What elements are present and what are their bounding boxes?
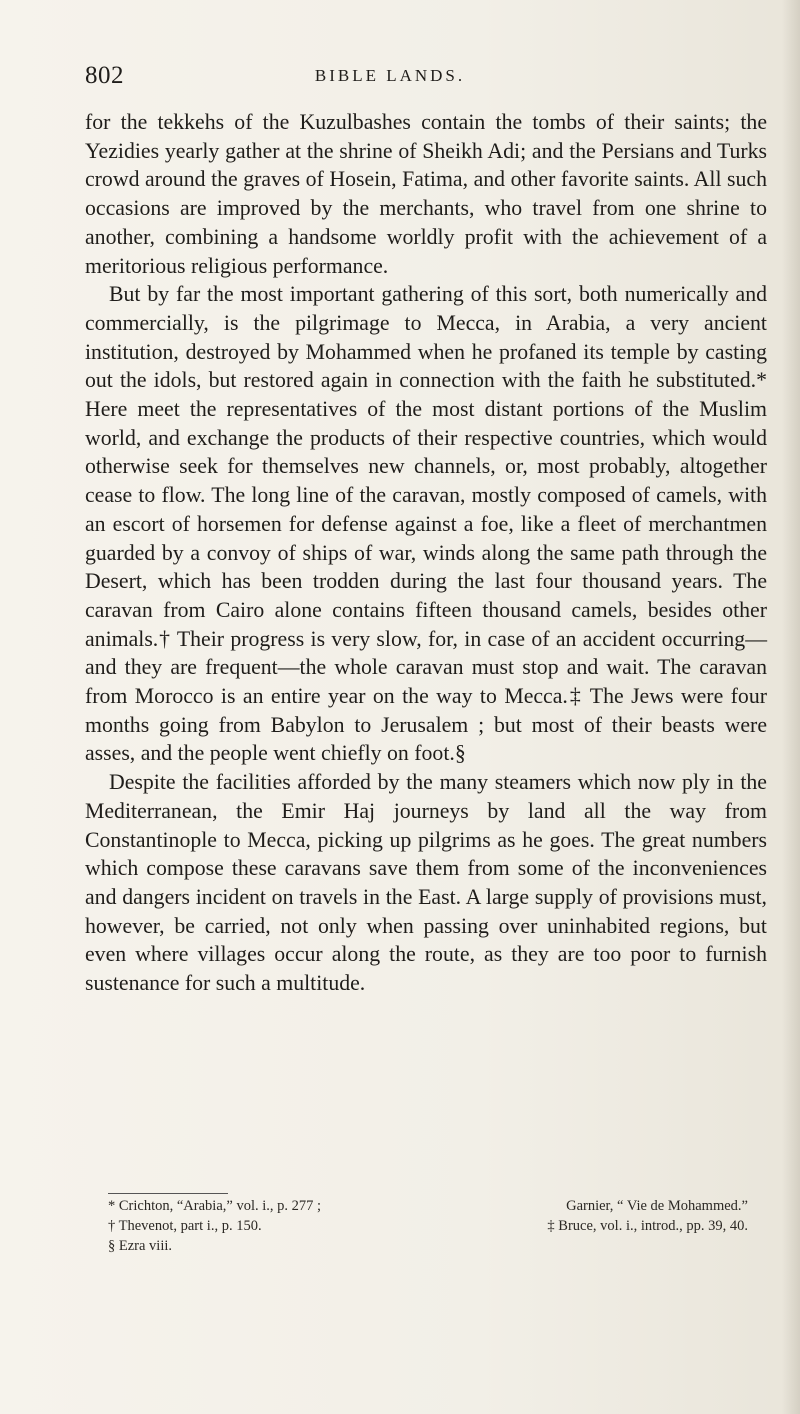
running-head: BIBLE LANDS. — [314, 66, 466, 85]
footnote-garnier: Garnier, “ Vie de Mohammed.” — [566, 1198, 748, 1214]
footnote-row — [108, 1236, 748, 1256]
footnote-row — [108, 1196, 748, 1216]
paragraph-continued: for the tekkehs of the Kuzulbashes contain the tombs of their saints; the Yezidies yearly gather at the shrine of Sheikh Adi; and the Persians and Turks crowd around the graves of Hosein, Fatima, and other favorite saints. All such occasions are improved by the merchants, who travel from one shrine to another, combining a handsome worldly profit with the achievement of a meritorious religious performance. — [85, 110, 767, 278]
page-number: 802 — [85, 62, 124, 89]
footnote-bruce: ‡ Bruce, vol. i., introd., pp. 39, 40. — [547, 1218, 748, 1234]
footnote-rule — [108, 1193, 228, 1194]
footnote-thevenot: † Thevenot, part i., p. 150. — [108, 1218, 262, 1234]
body-text — [85, 108, 767, 998]
paragraph-mecca-pilgrimage: But by far the most important gathering of this sort, both numerically and commercially, is the pilgrimage to Mecca, in Arabia, a very ancient institution, destroyed by Mohammed when he profaned its temple by casting out the idols, but restored again in connection with the faith he substituted.* Here meet the representatives of the most distant portions of the Muslim world, and exchange the products of their respective countries, which would otherwise seek for themselves new channels, or, most probably, altogether cease to flow. The long line of the caravan, mostly composed of camels, with an escort of horsemen for defense against a foe, like a fleet of merchantmen guarded by a convoy of ships of war, winds along the same path through the Desert, which has been trodden during the last four thousand years. The caravan from Cairo alone contains fifteen thousand camels, besides other animals.† Their progress is very slow, for, in case of an accident occurring—and they are frequent—the whole caravan must stop and wait. The caravan from Morocco is an entire year on the way to Mecca.‡ The Jews were four months going from Babylon to Jerusalem ; but most of their beasts were asses, and the people went chiefly on foot.§ — [85, 282, 767, 766]
paragraph-emir-haj: Despite the facilities afforded by the many steamers which now ply in the Mediterranean, the Emir Haj journeys by land all the way from Constantinople to Mecca, picking up pilgrims as he goes. The great numbers which compose these caravans save them from some of the inconveniences and dangers incident on travels in the East. A large supply of provisions must, however, be carried, not only when passing over uninhabited regions, but even where villages occur along the route, as they are too poor to furnish sustenance for such a multitude. — [85, 770, 767, 996]
footnote-ezra: § Ezra viii. — [108, 1238, 173, 1254]
footnote-crichton: * Crichton, “Arabia,” vol. i., p. 277 ; — [108, 1198, 322, 1214]
page-header — [85, 62, 765, 102]
footnote-row — [108, 1216, 748, 1236]
page-edge-shadow — [782, 0, 800, 1414]
footnotes — [108, 1196, 748, 1256]
